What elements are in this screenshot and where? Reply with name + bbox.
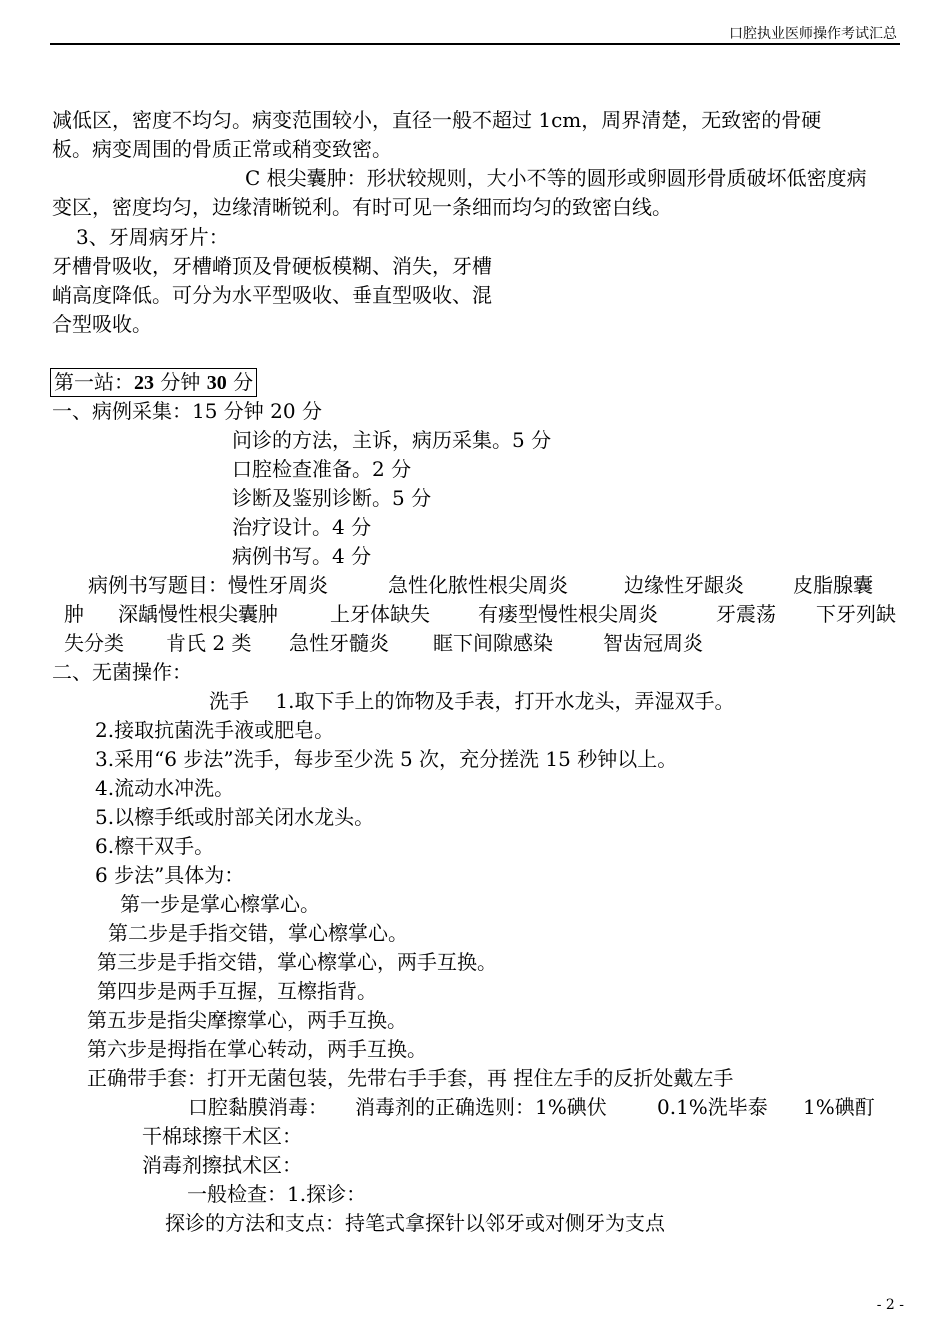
- station-minutes: 23: [134, 372, 154, 394]
- topics-row: [0, 573, 950, 597]
- text-line: 第一步是掌心檫掌心。: [120, 892, 320, 916]
- text-line: 一般检查：1.探诊：: [187, 1182, 367, 1206]
- text-line: 问诊的方法，主诉，病历采集。5 分: [232, 428, 552, 452]
- text-line: 第六步是拇指在掌心转动，两手互换。: [87, 1037, 427, 1061]
- text-line: 6 步法”具体为：: [95, 863, 245, 887]
- section-heading: 一、病例采集：15 分钟 20 分: [52, 399, 322, 423]
- text-line: 峭高度降低。可分为水平型吸收、垂直型吸收、混: [52, 283, 492, 307]
- topic-item: 失分类: [64, 631, 124, 655]
- topic-item: 上牙体缺失: [330, 602, 430, 626]
- station-prefix: 第一站：: [54, 370, 134, 394]
- text-line: 正确带手套：打开无菌包装，先带右手手套，再 捏住左手的反折处戴左手: [87, 1066, 734, 1090]
- station-points-unit: 分: [233, 370, 254, 394]
- section-heading: 二、无菌操作：: [52, 660, 192, 684]
- topics-row: [0, 602, 950, 626]
- topic-item: 深龋慢性根尖囊肿: [118, 602, 278, 626]
- topic-item: 肿: [64, 602, 84, 626]
- topic-item: 病例书写题目：慢性牙周炎: [88, 573, 328, 597]
- disinfect-item: 1%碘酊: [803, 1095, 875, 1119]
- disinfect-item: 0.1%洗毕泰: [657, 1095, 768, 1119]
- text-line: 病例书写。4 分: [232, 544, 372, 568]
- text-line: 诊断及鉴别诊断。5 分: [232, 486, 432, 510]
- disinfect-row: [0, 1095, 950, 1119]
- topic-item: 急性化脓性根尖周炎: [388, 573, 568, 597]
- text-line: 变区，密度均匀，边缘清晰锐利。有时可见一条细而均匀的致密白线。: [52, 195, 672, 219]
- topic-item: 有瘘型慢性根尖周炎: [478, 602, 658, 626]
- topic-item: 肯氏 2 类: [166, 631, 252, 655]
- text-line: 第二步是手指交错，掌心檫掌心。: [108, 921, 408, 945]
- text-line: 干棉球擦干术区：: [142, 1124, 302, 1148]
- text-line: 合型吸收。: [52, 312, 152, 336]
- text-line: 6.檫干双手。: [95, 834, 215, 858]
- station-box: [50, 368, 257, 397]
- disinfect-item: 消毒剂的正确选则：1%碘伏: [355, 1095, 607, 1119]
- topic-item: 智齿冠周炎: [603, 631, 703, 655]
- text-line: 3.采用“6 步法”洗手，每步至少洗 5 次，充分搓洗 15 秒钟以上。: [95, 747, 678, 771]
- header-title: 口腔执业医师操作考试汇总: [729, 26, 897, 42]
- text-line: 板。病变周围的骨质正常或稍变致密。: [52, 137, 392, 161]
- text-line: C 根尖囊肿：形状较规则，大小不等的圆形或卵圆形骨质破坏低密度病: [245, 166, 867, 190]
- topic-item: 眶下间隙感染: [433, 631, 553, 655]
- section-heading: 3、牙周病牙片：: [76, 225, 229, 249]
- text-line: 消毒剂擦拭术区：: [142, 1153, 302, 1177]
- disinfect-item: 口腔黏膜消毒：: [188, 1095, 328, 1119]
- topic-item: 边缘性牙龈炎: [624, 573, 744, 597]
- topic-item: 下牙列缺: [816, 602, 896, 626]
- topic-item: 急性牙髓炎: [289, 631, 389, 655]
- page-number: - 2 -: [876, 1297, 904, 1313]
- text-line: 治疗设计。4 分: [232, 515, 372, 539]
- text-line: 第五步是指尖摩擦掌心，两手互换。: [87, 1008, 407, 1032]
- topics-row: [0, 631, 950, 655]
- text-line: 洗手 1.取下手上的饰物及手表，打开水龙头，弄湿双手。: [209, 689, 735, 713]
- text-line: 口腔检查准备。2 分: [232, 457, 412, 481]
- station-minutes-unit: 分钟: [160, 370, 201, 394]
- text-line: 2.接取抗菌洗手液或肥皂。: [95, 718, 335, 742]
- topic-item: 牙震荡: [716, 602, 776, 626]
- text-line: 减低区，密度不均匀。病变范围较小，直径一般不超过 1cm，周界清楚，无致密的骨硬: [52, 108, 822, 132]
- text-line: 第四步是两手互握，互檫指背。: [97, 979, 377, 1003]
- text-line: 5.以檫手纸或肘部关闭水龙头。: [95, 805, 375, 829]
- text-line: 牙槽骨吸收，牙槽嵴顶及骨硬板模糊、消失，牙槽: [52, 254, 492, 278]
- text-line: 第三步是手指交错，掌心檫掌心，两手互换。: [97, 950, 497, 974]
- header-rule: [50, 43, 900, 45]
- text-line: 4.流动水冲洗。: [95, 776, 235, 800]
- topic-item: 皮脂腺囊: [793, 573, 873, 597]
- station-points: 30: [206, 372, 227, 394]
- text-line: 探诊的方法和支点：持笔式拿探针以邻牙或对侧牙为支点: [165, 1211, 665, 1235]
